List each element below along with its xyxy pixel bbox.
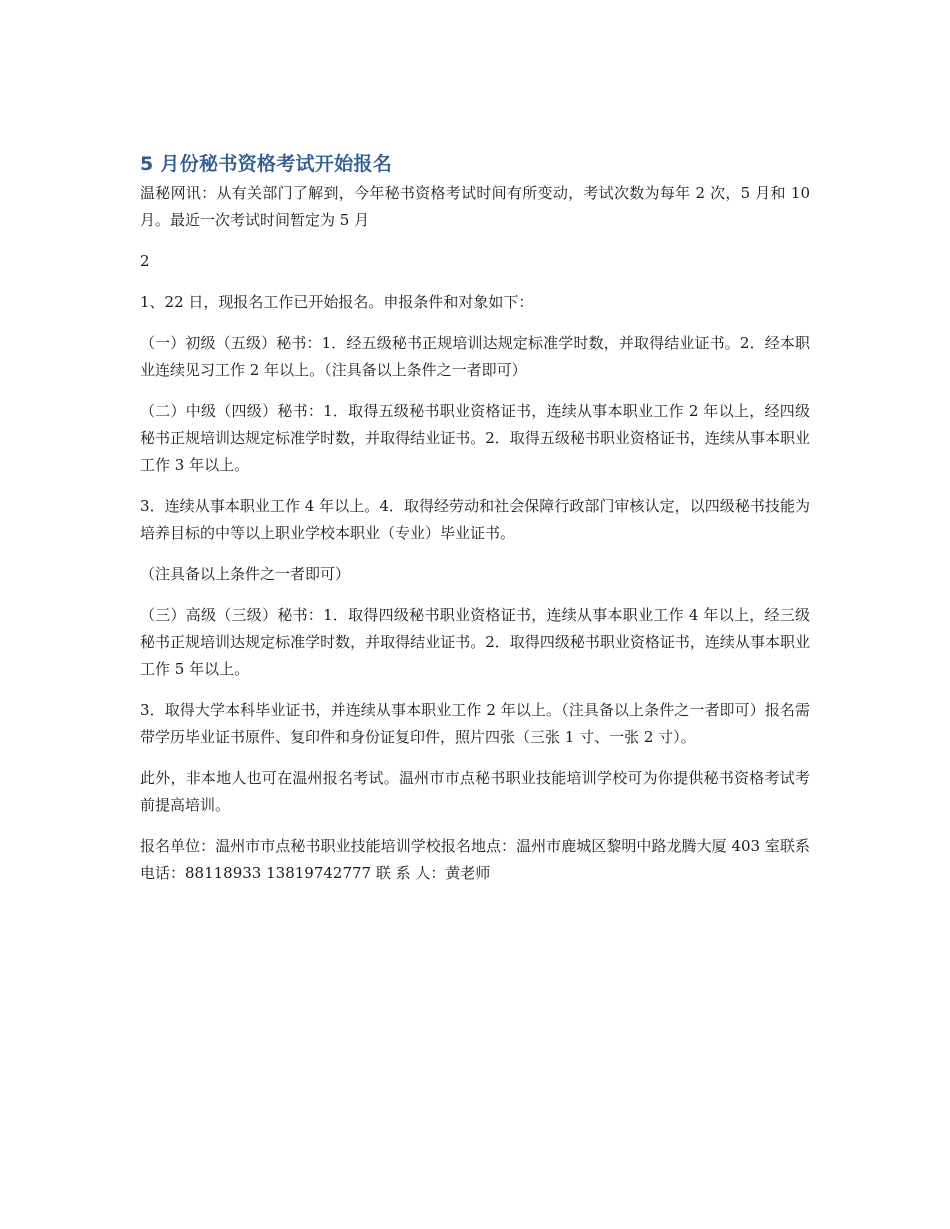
paragraph-intro: 温秘网讯：从有关部门了解到，今年秘书资格考试时间有所变动，考试次数为每年 2 次，5 月和 10 月。最近一次考试时间暂定为 5 月 (140, 184, 810, 229)
paragraph-senior-conditions: 3．取得大学本科毕业证书，并连续从事本职业工作 2 年以上。（注具备以上条件之一者即可）报名需带学历毕业证书原件、复印件和身份证复印件，照片四张（三张 1 寸、一张 2 寸）。 (140, 701, 810, 746)
paragraph-contact-info: 报名单位：温州市市点秘书职业技能培训学校报名地点：温州市鹿城区黎明中路龙腾大厦 403 室联系电话：88118933 13819742777 联 系 人：黄老师 (140, 837, 810, 882)
paragraph-senior-level: （三）高级（三级）秘书：1．取得四级秘书职业资格证书，连续从事本职业工作 4 年以上，经三级秘书正规培训达规定标准学时数，并取得结业证书。2．取得四级秘书职业资格证书，连续从事本职业工作 5 年以上。 (140, 606, 810, 678)
paragraph-non-local: 此外，非本地人也可在温州报名考试。温州市市点秘书职业技能培训学校可为你提供秘书资格考试考前提高培训。 (140, 769, 810, 814)
document-title: 5 月份秘书资格考试开始报名 (140, 153, 393, 175)
paragraph-junior-level: （一）初级（五级）秘书：1．经五级秘书正规培训达规定标准学时数，并取得结业证书。2．经本职业连续见习工作 2 年以上。（注具备以上条件之一者即可） (140, 334, 810, 379)
paragraph-intermediate-level: （二）中级（四级）秘书：1．取得五级秘书职业资格证书，连续从事本职业工作 2 年以上，经四级秘书正规培训达规定标准学时数，并取得结业证书。2．取得五级秘书职业资格证书，连续从事本职业工作 3 年以上。 (140, 402, 810, 474)
paragraph-date-fragment: 2 (140, 252, 150, 270)
paragraph-registration-open: 1、22 日，现报名工作已开始报名。申报条件和对象如下： (140, 293, 534, 311)
document-page (140, 150, 810, 901)
paragraph-intermediate-conditions: 3．连续从事本职业工作 4 年以上。4．取得经劳动和社会保障行政部门审核认定，以四级秘书技能为培养目标的中等以上职业学校本职业（专业）毕业证书。 (140, 497, 810, 542)
paragraph-note: （注具备以上条件之一者即可） (140, 565, 351, 583)
